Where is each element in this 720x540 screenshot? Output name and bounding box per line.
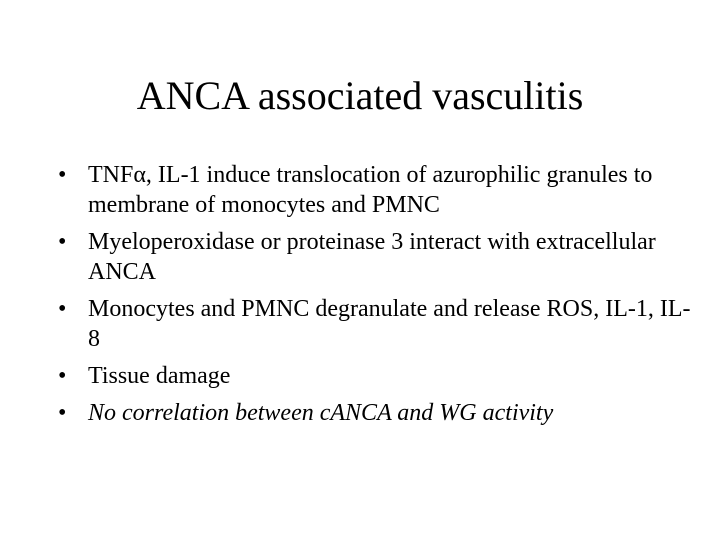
bullet-marker: •: [58, 363, 67, 389]
bullet-list: [58, 160, 698, 435]
bullet-item: [58, 227, 698, 287]
bullet-text: Myeloperoxidase or proteinase 3 interact with extracellular ANCA: [88, 229, 656, 285]
bullet-text: TNFα, IL-1 induce translocation of azurophilic granules to membrane of monocytes and PMNC: [88, 162, 653, 218]
slide-title: ANCA associated vasculitis: [136, 73, 584, 118]
bullet-marker: •: [58, 400, 67, 426]
bullet-item: [58, 398, 698, 428]
bullet-marker: •: [58, 296, 67, 322]
bullet-text: Monocytes and PMNC degranulate and release ROS, IL-1, IL-8: [88, 296, 691, 352]
bullet-text: No correlation between cANCA and WG activity: [88, 400, 554, 426]
bullet-item: [58, 294, 698, 354]
bullet-text: Tissue damage: [88, 363, 231, 389]
bullet-item: [58, 361, 698, 391]
bullet-marker: •: [58, 229, 67, 255]
bullet-marker: •: [58, 162, 67, 188]
bullet-item: [58, 160, 698, 220]
